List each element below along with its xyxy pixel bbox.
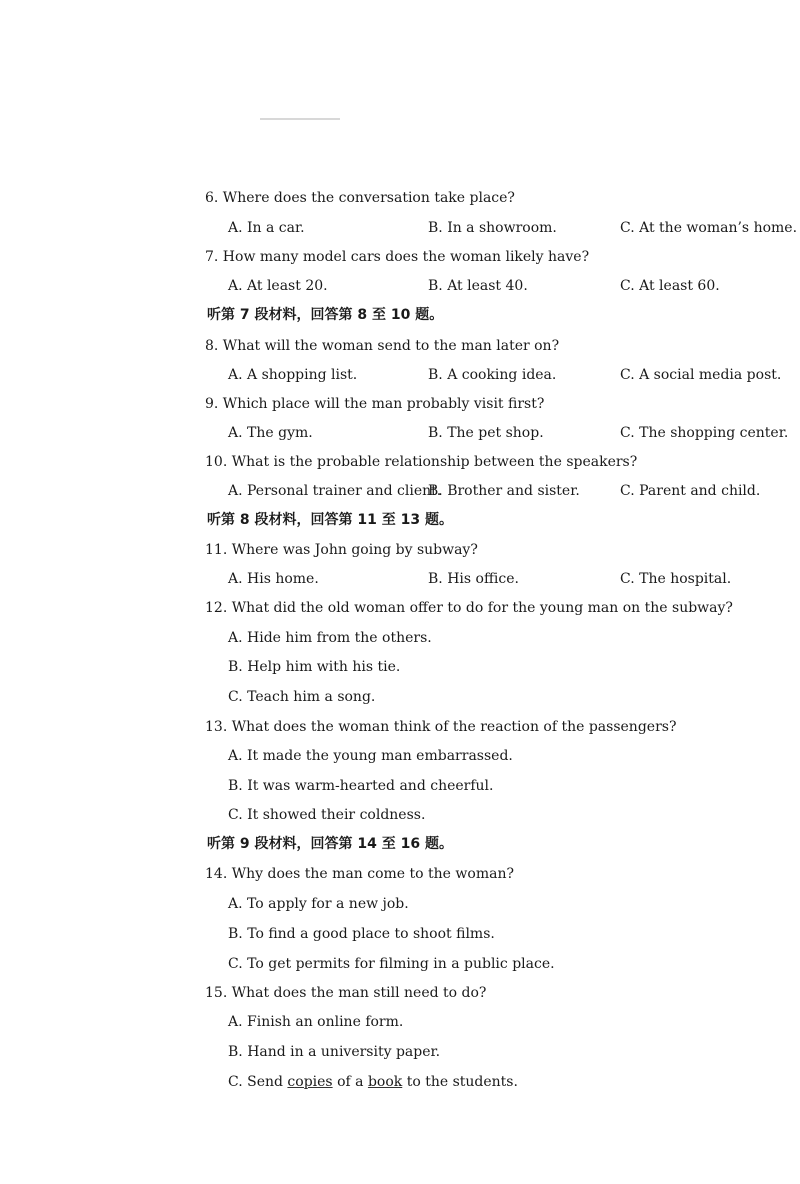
- question-12-option-b: B. Help him with his tie.: [228, 659, 401, 675]
- question-11-option-a: A. His home.: [228, 571, 319, 587]
- question-6-option-b: B. In a showroom.: [428, 220, 557, 236]
- question-10-option-c: C. Parent and child.: [620, 483, 761, 499]
- question-15-option-c: [228, 1073, 518, 1091]
- question-7: 7. How many model cars does the woman likely have?: [205, 249, 590, 265]
- question-14: 14. Why does the man come to the woman?: [205, 866, 514, 882]
- question-8-option-a: A. A shopping list.: [228, 367, 358, 383]
- question-15-option-b: B. Hand in a university paper.: [228, 1044, 441, 1060]
- question-7-option-a: A. At least 20.: [228, 278, 328, 294]
- question-12-option-c: C. Teach him a song.: [228, 689, 376, 705]
- question-13: 13. What does the woman think of the reaction of the passengers?: [205, 719, 677, 735]
- question-13-option-a: A. It made the young man embarrassed.: [228, 748, 513, 764]
- question-9: 9. Which place will the man probably visit first?: [205, 396, 545, 412]
- option-c-text-1: C. Send: [228, 1074, 283, 1090]
- question-13-option-b: B. It was warm-hearted and cheerful.: [228, 778, 494, 794]
- question-11: 11. Where was John going by subway?: [205, 542, 478, 558]
- question-11-option-b: B. His office.: [428, 571, 519, 587]
- section-header-9: 听第 9 段材料，回答第 14 至 16 题。: [207, 836, 453, 852]
- question-8-option-c: C. A social media post.: [620, 367, 782, 383]
- option-c-word-book: book: [367, 1074, 403, 1090]
- question-13-option-c: C. It showed their coldness.: [228, 807, 426, 823]
- question-12: 12. What did the old woman offer to do for the young man on the subway?: [205, 600, 733, 616]
- option-c-word-copies: copies: [287, 1074, 333, 1090]
- option-c-text-2: of a: [337, 1074, 364, 1090]
- scan-mark: [260, 118, 340, 120]
- question-6-option-a: A. In a car.: [228, 220, 305, 236]
- question-12-option-a: A. Hide him from the others.: [228, 630, 432, 646]
- question-15: 15. What does the man still need to do?: [205, 985, 487, 1001]
- question-14-option-a: A. To apply for a new job.: [228, 896, 409, 912]
- question-10-option-a: A. Personal trainer and client.: [228, 483, 442, 499]
- question-10-option-b: B. Brother and sister.: [428, 483, 580, 499]
- question-9-option-a: A. The gym.: [228, 425, 313, 441]
- question-6: 6. Where does the conversation take place?: [205, 190, 515, 206]
- question-11-option-c: C. The hospital.: [620, 571, 732, 587]
- option-c-text-3: to the students.: [406, 1074, 518, 1090]
- section-header-8: 听第 8 段材料，回答第 11 至 13 题。: [207, 512, 453, 528]
- question-15-option-a: A. Finish an online form.: [228, 1014, 404, 1030]
- question-14-option-b: B. To find a good place to shoot films.: [228, 926, 495, 942]
- question-6-option-c: C. At the woman’s home.: [620, 220, 798, 236]
- question-8-option-b: B. A cooking idea.: [428, 367, 557, 383]
- question-9-option-b: B. The pet shop.: [428, 425, 544, 441]
- question-14-option-c: C. To get permits for filming in a public place.: [228, 956, 555, 972]
- question-10: 10. What is the probable relationship between the speakers?: [205, 454, 638, 470]
- question-8: 8. What will the woman send to the man later on?: [205, 338, 560, 354]
- question-9-option-c: C. The shopping center.: [620, 425, 789, 441]
- section-header-7: 听第 7 段材料，回答第 8 至 10 题。: [207, 307, 444, 323]
- question-7-option-b: B. At least 40.: [428, 278, 528, 294]
- question-7-option-c: C. At least 60.: [620, 278, 720, 294]
